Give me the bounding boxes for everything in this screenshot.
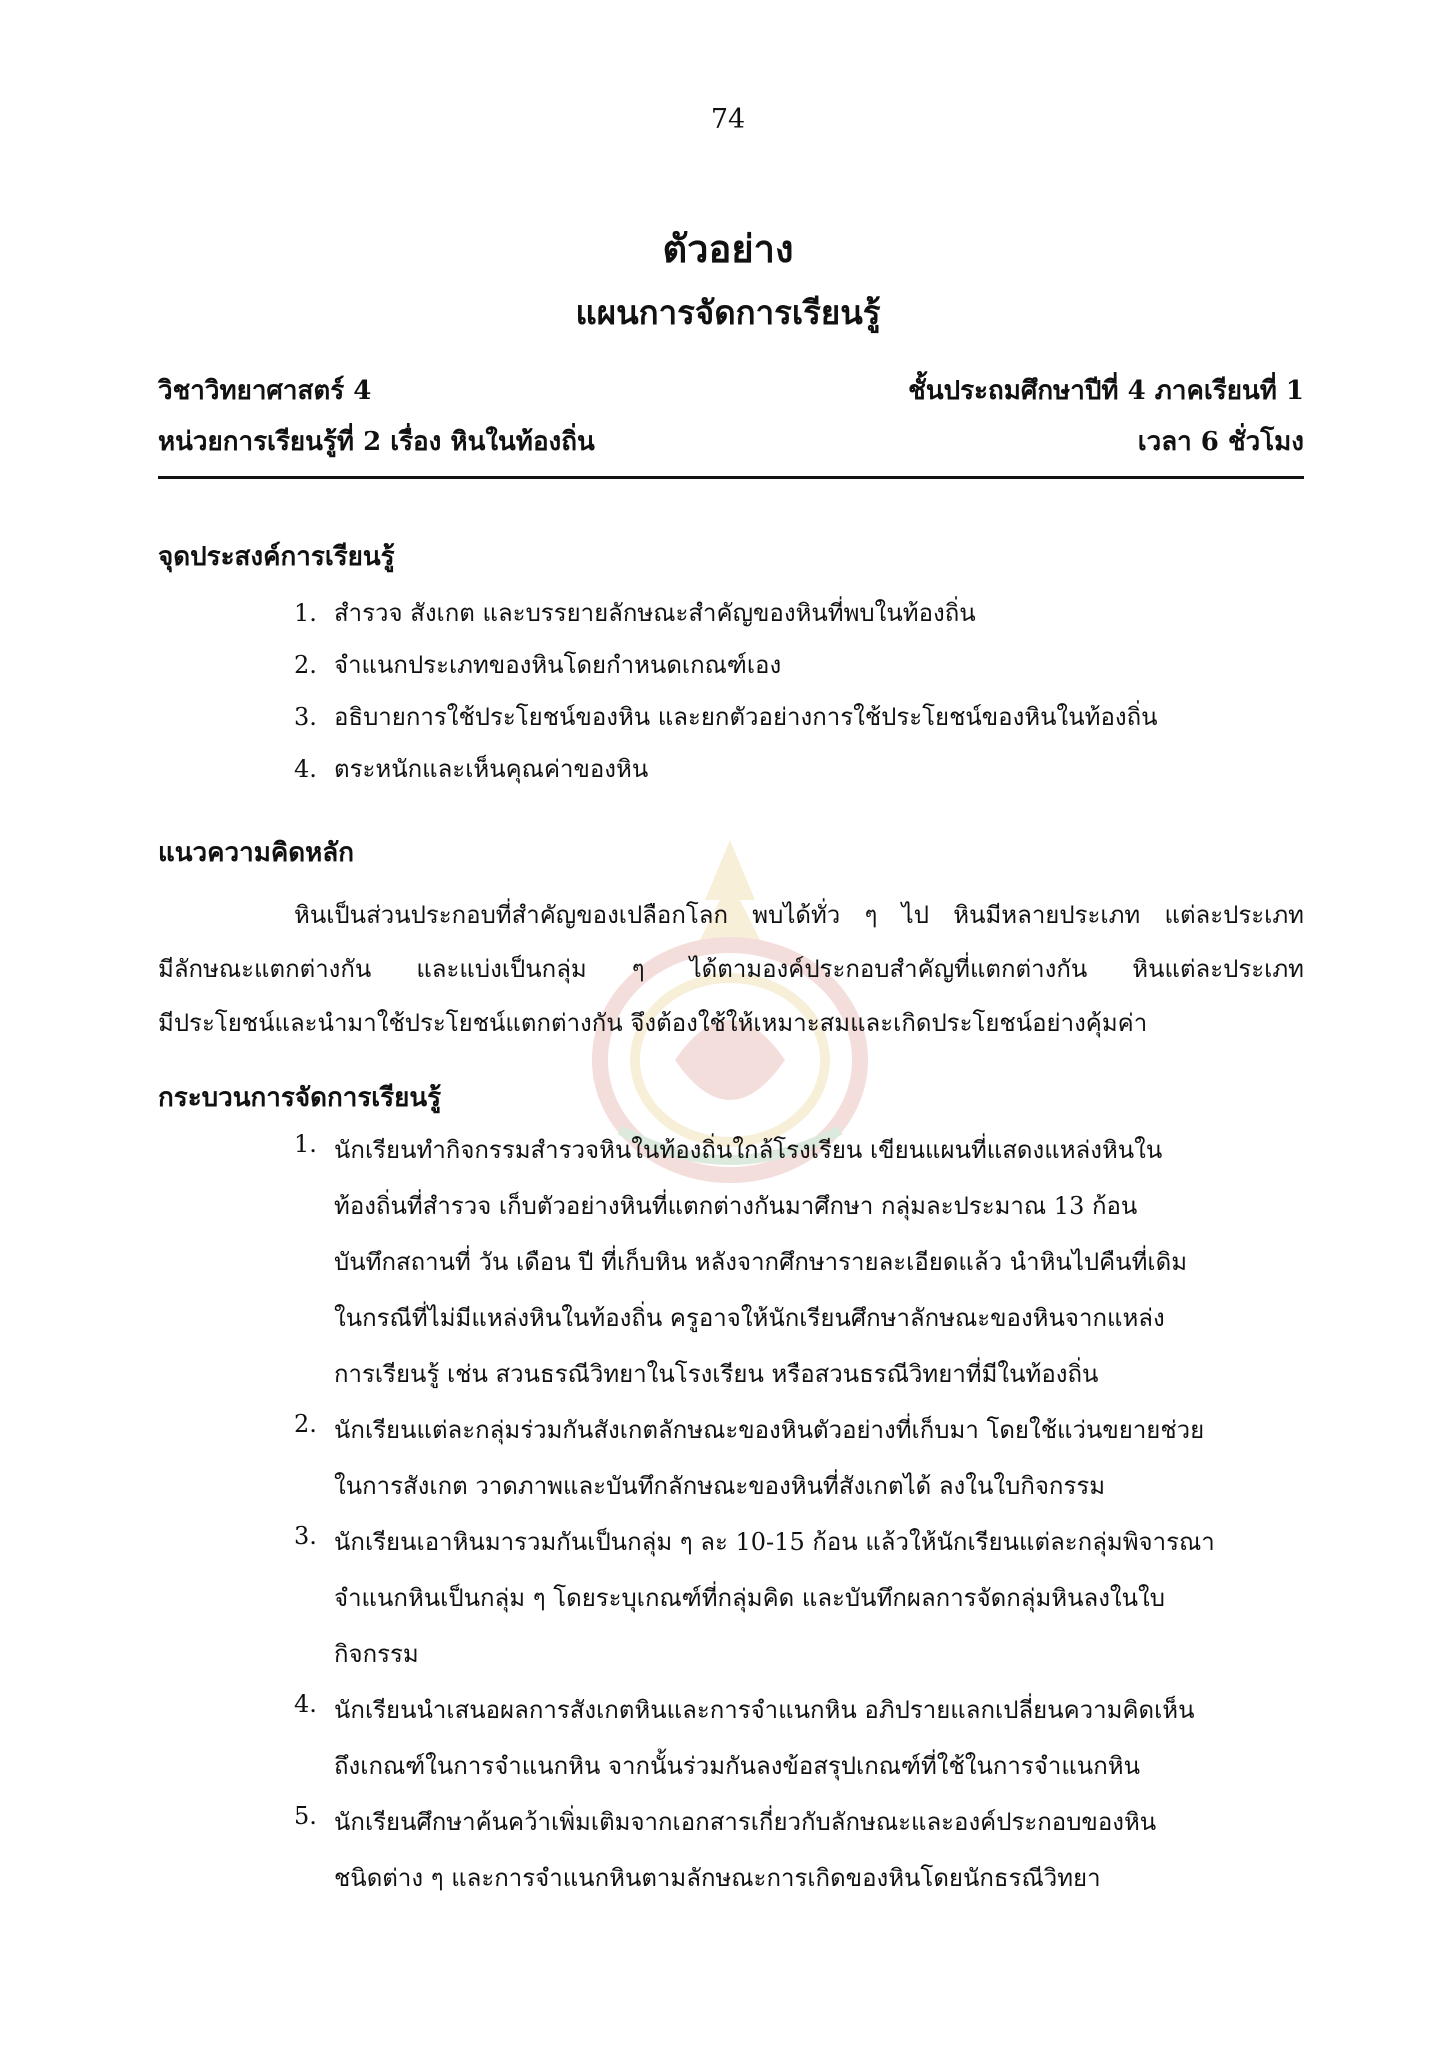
process-heading: กระบวนการจัดการเรียนรู้ — [158, 1083, 442, 1113]
list-item — [294, 697, 1304, 749]
subject-label: วิชาวิทยาศาสตร์ 4 — [158, 376, 372, 406]
item-number: 4. — [294, 755, 317, 783]
objectives-heading: จุดประสงค์การเรียนรู้ — [158, 542, 395, 572]
item-number: 2. — [294, 1410, 317, 1438]
item-text: จำแนกประเภทของหินโดยกำหนดเกณฑ์เอง — [334, 651, 782, 679]
item-text: อธิบายการใช้ประโยชน์ของหิน และยกตัวอย่างการใช้ประโยชน์ของหินในท้องถิ่น — [334, 703, 1158, 731]
list-item — [294, 749, 1304, 801]
item-line: นักเรียนศึกษาค้นคว้าเพิ่มเติมจากเอกสารเกี่ยวกับลักษณะและองค์ประกอบของหิน — [334, 1808, 1157, 1836]
list-item — [294, 1130, 1304, 1410]
item-line: นักเรียนเอาหินมารวมกันเป็นกลุ่ม ๆ ละ 10-15 ก้อน แล้วให้นักเรียนแต่ละกลุ่มพิจารณา — [334, 1528, 1215, 1556]
item-line: บันทึกสถานที่ วัน เดือน ปี ที่เก็บหิน หลังจากศึกษารายละเอียดแล้ว นำหินไปคืนที่เดิม — [334, 1248, 1188, 1276]
item-text: ตระหนักและเห็นคุณค่าของหิน — [334, 755, 649, 783]
paragraph-line: มีประโยชน์และนำมาใช้ประโยชน์แตกต่างกัน จึงต้องใช้ให้เหมาะสมและเกิดประโยชน์อย่างคุ้มค่า — [158, 1009, 1148, 1037]
unit-label: หน่วยการเรียนรู้ที่ 2 เรื่อง หินในท้องถิ่น — [158, 427, 595, 457]
list-item — [294, 1802, 1304, 1914]
paragraph-line: หินเป็นส่วนประกอบที่สำคัญของเปลือกโลก พบได้ทั่ว ๆ ไป หินมีหลายประเภท แต่ละประเภท — [294, 901, 1304, 929]
item-number: 4. — [294, 1690, 317, 1718]
item-number: 1. — [294, 1130, 317, 1158]
list-item — [294, 1410, 1304, 1522]
item-line: การเรียนรู้ เช่น สวนธรณีวิทยาในโรงเรียน หรือสวนธรณีวิทยาที่มีในท้องถิ่น — [334, 1360, 1099, 1388]
item-number: 5. — [294, 1802, 317, 1830]
document-subtitle: แผนการจัดการเรียนรู้ — [575, 293, 881, 332]
item-line: ท้องถิ่นที่สำรวจ เก็บตัวอย่างหินที่แตกต่างกันมาศึกษา กลุ่มละประมาณ 13 ก้อน — [334, 1192, 1138, 1220]
item-number: 2. — [294, 651, 317, 679]
item-number: 1. — [294, 599, 317, 627]
header-divider — [158, 476, 1304, 479]
list-item — [294, 645, 1304, 697]
item-line: นักเรียนนำเสนอผลการสังเกตหินและการจำแนกหิน อภิปรายแลกเปลี่ยนความคิดเห็น — [334, 1696, 1195, 1724]
document-title: ตัวอย่าง — [662, 226, 794, 271]
item-line: จำแนกหินเป็นกลุ่ม ๆ โดยระบุเกณฑ์ที่กลุ่มคิด และบันทึกผลการจัดกลุ่มหินลงในใบ — [334, 1584, 1166, 1612]
item-line: ถึงเกณฑ์ในการจำแนกหิน จากนั้นร่วมกันลงข้อสรุปเกณฑ์ที่ใช้ในการจำแนกหิน — [334, 1752, 1140, 1780]
item-number: 3. — [294, 1522, 317, 1550]
list-item — [294, 593, 1304, 645]
concept-heading: แนวความคิดหลัก — [158, 838, 354, 868]
process-list — [294, 1130, 1304, 1914]
item-line: นักเรียนแต่ละกลุ่มร่วมกันสังเกตลักษณะของหินตัวอย่างที่เก็บมา โดยใช้แว่นขยายช่วย — [334, 1416, 1205, 1444]
paragraph-line: มีลักษณะแตกต่างกัน และแบ่งเป็นกลุ่ม ๆ ได้ตามองค์ประกอบสำคัญที่แตกต่างกัน หินแต่ละประเภท — [158, 955, 1304, 983]
item-line: ในกรณีที่ไม่มีแหล่งหินในท้องถิ่น ครูอาจให้นักเรียนศึกษาลักษณะของหินจากแหล่ง — [334, 1304, 1165, 1332]
item-line: ชนิดต่าง ๆ และการจำแนกหินตามลักษณะการเกิดของหินโดยนักธรณีวิทยา — [334, 1864, 1101, 1892]
item-number: 3. — [294, 703, 317, 731]
item-line: กิจกรรม — [334, 1640, 419, 1668]
list-item — [294, 1690, 1304, 1802]
concept-paragraph — [158, 888, 1304, 1050]
item-line: นักเรียนทำกิจกรรมสำรวจหินในท้องถิ่นใกล้โรงเรียน เขียนแผนที่แสดงแหล่งหินใน — [334, 1136, 1163, 1164]
grade-label: ชั้นประถมศึกษาปีที่ 4 ภาคเรียนที่ 1 — [908, 376, 1304, 406]
objectives-list — [294, 593, 1304, 801]
page-number: 74 — [710, 104, 746, 135]
item-line: ในการสังเกต วาดภาพและบันทึกลักษณะของหินที่สังเกตได้ ลงในใบกิจกรรม — [334, 1472, 1106, 1500]
time-label: เวลา 6 ชั่วโมง — [1137, 427, 1304, 457]
item-text: สำรวจ สังเกต และบรรยายลักษณะสำคัญของหินที่พบในท้องถิ่น — [334, 599, 976, 627]
list-item — [294, 1522, 1304, 1690]
